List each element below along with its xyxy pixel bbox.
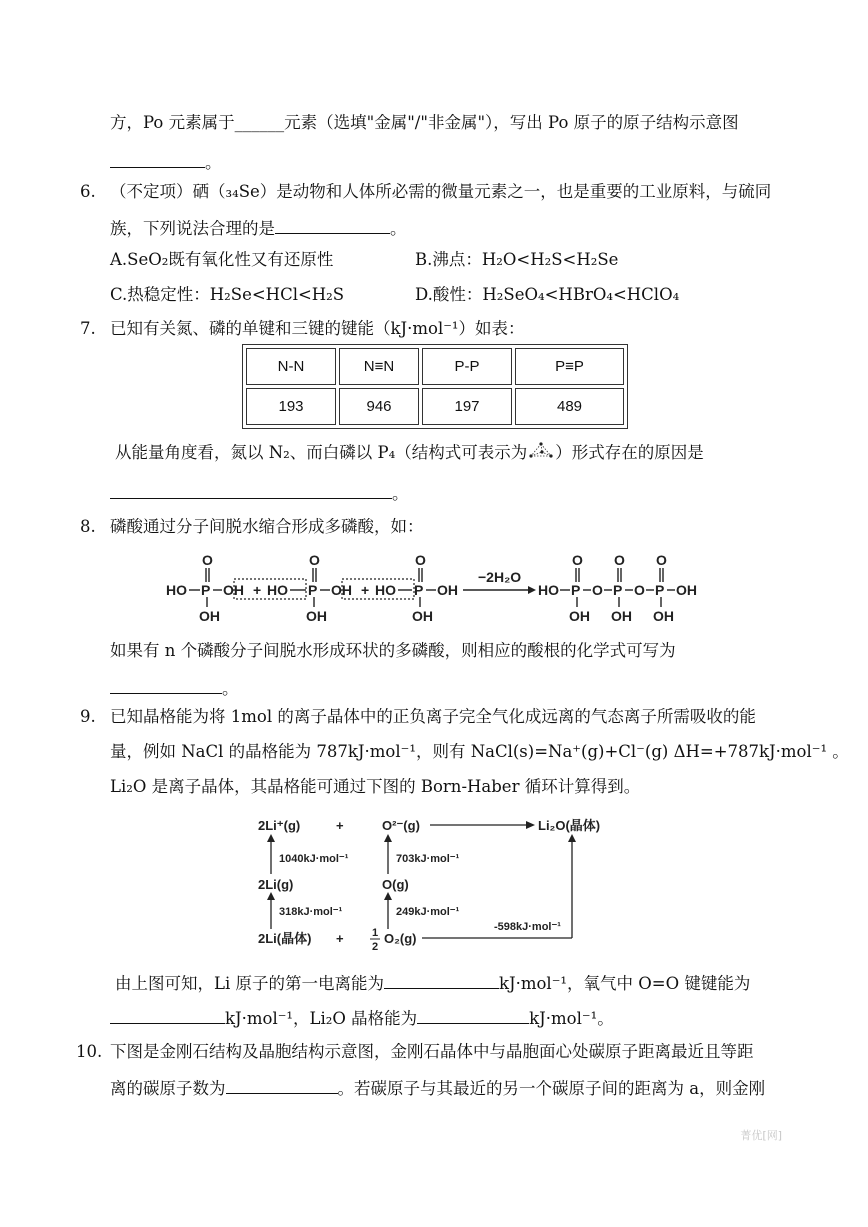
energy-label: -598kJ·mol⁻¹ xyxy=(494,921,561,933)
answer-blank[interactable] xyxy=(275,216,390,234)
formula-text: −2H₂O xyxy=(478,569,522,585)
q8-text-1: 磷酸通过分子间脱水缩合形成多磷酸，如： xyxy=(110,517,424,536)
formula-text: OH xyxy=(199,608,220,624)
question-number-7: 7. xyxy=(80,319,96,338)
table-header-cell: P-P xyxy=(422,348,512,385)
q6-option-a: A.SeO₂既有氧化性又有还原性 xyxy=(110,250,334,269)
formula-text: OH xyxy=(306,608,327,624)
answer-blank[interactable] xyxy=(226,1076,338,1094)
species-label: O²⁻(g) xyxy=(382,818,420,833)
question-number-10: 10. xyxy=(76,1042,103,1061)
answer-blank[interactable] xyxy=(110,481,392,499)
formula-text: O xyxy=(592,582,603,598)
answer-blank[interactable] xyxy=(417,1006,529,1024)
q10-text-2 xyxy=(110,1076,765,1100)
formula-text: O xyxy=(309,552,320,568)
table-row xyxy=(246,388,624,425)
fraction-denominator: 2 xyxy=(372,941,379,952)
formula-text: HO xyxy=(267,582,288,598)
q6-option-c: C.热稳定性：H₂Se<HCl<H₂S xyxy=(110,285,345,304)
q8-text-2: 如果有 n 个磷酸分子间脱水形成环状的多磷酸，则相应的酸根的化学式可写为 xyxy=(110,641,676,660)
q9-prompt-a: 由上图可知，Li 原子的第一电离能为 xyxy=(115,974,384,993)
species-label: O(g) xyxy=(382,877,409,892)
polyphosphoric-acid-diagram xyxy=(160,546,730,626)
q6-option-b: B.沸点：H₂O<H₂S<H₂Se xyxy=(415,250,619,269)
formula-text: P xyxy=(571,582,581,598)
q7-prompt-a: 从能量角度看，氮以 N₂、而白磷以 P₄（结构式可表示为 xyxy=(115,443,528,462)
question-number-8: 8. xyxy=(80,517,96,536)
formula-text: OH xyxy=(331,582,352,598)
answer-blank[interactable] xyxy=(110,676,222,694)
plus-sign: + xyxy=(336,931,344,946)
table-header-row xyxy=(246,348,624,385)
period: 。 xyxy=(390,219,407,238)
formula-text: OH xyxy=(223,582,244,598)
formula-text: + xyxy=(361,582,370,598)
answer-blank[interactable] xyxy=(110,1006,225,1024)
energy-label: 1040kJ·mol⁻¹ xyxy=(279,853,349,865)
formula-text: HO xyxy=(538,582,559,598)
formula-text: OH xyxy=(569,608,590,624)
intro-line-1: 方，Po 元素属于______元素（选填"金属"/"非金属"），写出 Po 原子的原子结构示意图 xyxy=(110,113,739,132)
formula-text: P xyxy=(655,582,665,598)
species-label: O₂(g) xyxy=(384,931,417,946)
q9-prompt-b: kJ·mol⁻¹，氧气中 O=O 键键能为 xyxy=(498,974,751,993)
answer-blank[interactable] xyxy=(384,971,499,989)
formula-text: O xyxy=(415,552,426,568)
period: 。 xyxy=(222,679,239,698)
formula-text: OH xyxy=(611,608,632,624)
fraction-numerator: 1 xyxy=(372,927,379,939)
q9-text-1: 已知晶格能为将 1mol 的离子晶体中的正负离子完全气化成远离的气态离子所需吸收的能 xyxy=(110,707,756,726)
formula-text: OH xyxy=(676,582,697,598)
formula-text: HO xyxy=(375,582,396,598)
q9-text-3: Li₂O 是离子晶体，其晶格能可通过下图的 Born-Haber 循环计算得到。 xyxy=(110,777,641,796)
formula-text: O xyxy=(634,582,645,598)
table-cell: 197 xyxy=(422,388,512,425)
question-number-6: 6. xyxy=(80,182,96,201)
intro-line-2 xyxy=(110,150,222,174)
formula-text: P xyxy=(613,582,623,598)
table-header-cell: N≡N xyxy=(339,348,419,385)
period: 。 xyxy=(205,153,222,172)
q9-prompt-d: kJ·mol⁻¹。 xyxy=(529,1009,614,1028)
q10-prompt-b: 。若碳原子与其最近的另一个碳原子间的距离为 a，则金刚 xyxy=(337,1079,766,1098)
p4-tetrahedron-icon xyxy=(527,442,555,460)
q7-prompt-b: ）形式存在的原因是 xyxy=(555,443,704,462)
species-label: 2Li⁺(g) xyxy=(258,818,301,833)
q6-text-1: （不定项）硒（₃₄Se）是动物和人体所必需的微量元素之一，也是重要的工业原料，与硫同 xyxy=(110,182,772,201)
q7-text-1: 已知有关氮、磷的单键和三键的键能（kJ·mol⁻¹）如表： xyxy=(110,319,525,338)
plus-sign: + xyxy=(336,818,344,833)
formula-text: P xyxy=(414,582,424,598)
q10-text-1: 下图是金刚石结构及晶胞结构示意图，金刚石晶体中与晶胞面心处碳原子距离最近且等距 xyxy=(110,1042,754,1061)
formula-text: + xyxy=(253,582,262,598)
q10-prompt-a: 离的碳原子数为 xyxy=(110,1079,226,1098)
species-label: 2Li(g) xyxy=(258,877,294,892)
q9-text-2: 量，例如 NaCl 的晶格能为 787kJ·mol⁻¹，则有 NaCl(s)=Na⁺(g)+Cl⁻(g) ΔH=+787kJ·mol⁻¹ 。 xyxy=(110,742,849,761)
question-number-9: 9. xyxy=(80,707,96,726)
q9-text-4 xyxy=(115,971,750,995)
q8-text-3 xyxy=(110,676,239,700)
table-cell: 946 xyxy=(339,388,419,425)
formula-text: P xyxy=(308,582,318,598)
answer-blank[interactable] xyxy=(110,150,205,168)
q6-text-2 xyxy=(110,216,407,240)
table-header-cell: P≡P xyxy=(515,348,624,385)
species-label: 2Li(晶体) xyxy=(258,931,312,946)
q6-option-d: D.酸性：H₂SeO₄<HBrO₄<HClO₄ xyxy=(415,285,680,304)
formula-text: O xyxy=(614,552,625,568)
energy-label: 318kJ·mol⁻¹ xyxy=(279,906,343,918)
table-cell: 489 xyxy=(515,388,624,425)
q6-prompt: 族，下列说法合理的是 xyxy=(110,219,275,238)
table-header-cell: N-N xyxy=(246,348,336,385)
energy-label: 703kJ·mol⁻¹ xyxy=(396,853,460,865)
q7-text-2 xyxy=(115,442,704,464)
q7-text-3 xyxy=(110,481,409,505)
formula-text: O xyxy=(202,552,213,568)
formula-text: OH xyxy=(653,608,674,624)
q9-text-5 xyxy=(110,1006,614,1030)
table-cell: 193 xyxy=(246,388,336,425)
period: 。 xyxy=(392,484,409,503)
formula-text: P xyxy=(201,582,211,598)
formula-text: OH xyxy=(412,608,433,624)
formula-text: O xyxy=(572,552,583,568)
bond-energy-table xyxy=(242,344,628,429)
q9-prompt-c: kJ·mol⁻¹，Li₂O 晶格能为 xyxy=(225,1009,418,1028)
formula-text: OH xyxy=(437,582,458,598)
energy-label: 249kJ·mol⁻¹ xyxy=(396,906,460,918)
formula-text: O xyxy=(656,552,667,568)
species-label: Li₂O(晶体) xyxy=(538,818,601,833)
born-haber-cycle-diagram xyxy=(254,812,614,952)
formula-text: HO xyxy=(166,582,187,598)
watermark: 菁优[网] xyxy=(740,1129,782,1142)
